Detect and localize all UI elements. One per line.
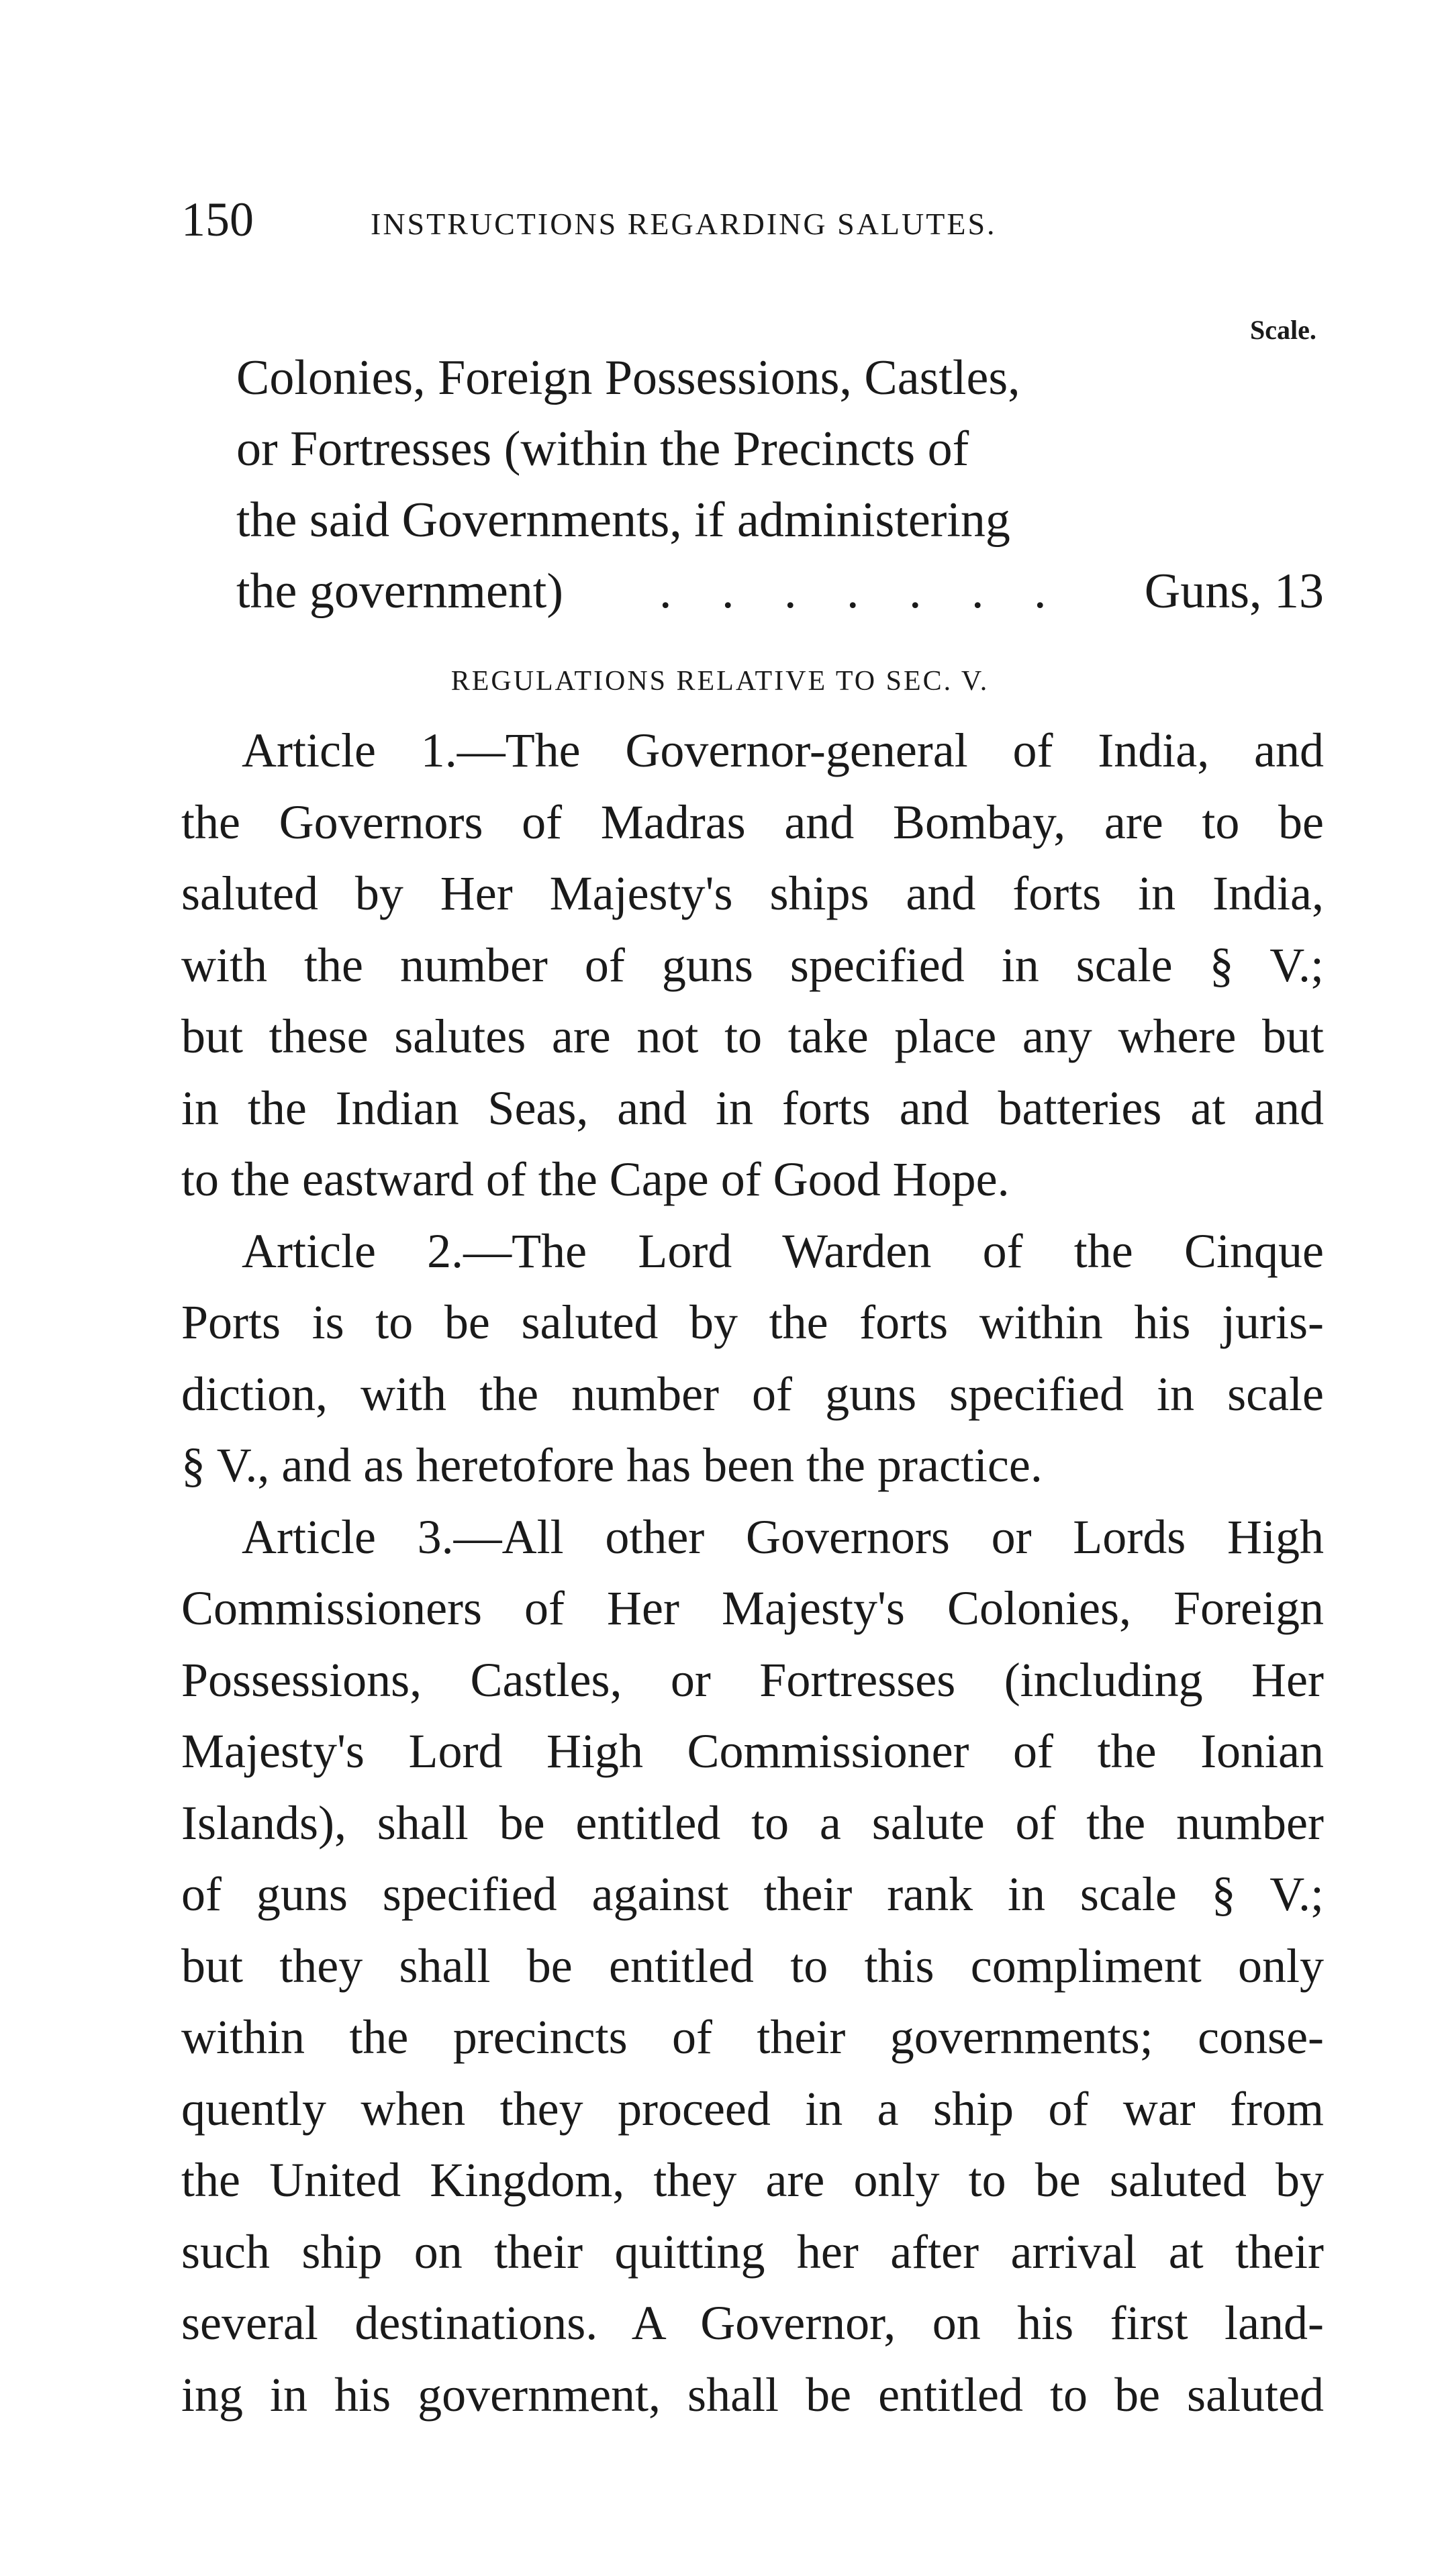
text-line: saluted by Her Majesty's ships and forts in India, (181, 866, 1324, 920)
page-number: 150 (181, 193, 254, 246)
text-line: several destinations. A Governor, on his first land- (181, 2296, 1324, 2350)
text-line: of guns specified against their rank in scale § V.; (181, 1867, 1324, 1921)
text-line: quently when they proceed in a ship of war from (181, 2081, 1324, 2136)
entry-last-line-text: the government) (236, 564, 563, 619)
body-text (181, 715, 1324, 2430)
scale-entry (236, 342, 1324, 627)
text-line: within the precincts of their governments; conse- (181, 2010, 1324, 2064)
text-line: such ship on their quitting her after arrival at their (181, 2224, 1324, 2279)
section-heading: REGULATIONS RELATIVE TO SEC. V. (450, 666, 990, 697)
dot-leaders: . . . . . . . (659, 564, 1065, 619)
text-line: diction, with the number of guns specified in scale (181, 1367, 1324, 1421)
entry-last-line (236, 556, 1324, 627)
text-line: ing in his government, shall be entitled to be saluted (181, 2367, 1324, 2422)
text-line: Article 2.—The Lord Warden of the Cinque (242, 1224, 1324, 1278)
entry-line: the said Governments, if administering (236, 493, 1010, 548)
guns-value: Guns, 13 (1144, 564, 1324, 619)
scale-column-label: Scale. (1250, 315, 1316, 345)
text-line: to the eastward of the Cape of Good Hope. (181, 1152, 1010, 1206)
text-line: Article 3.—All other Governors or Lords High (242, 1509, 1324, 1564)
text-line: Majesty's Lord High Commissioner of the Ionian (181, 1724, 1324, 1778)
text-line: but these salutes are not to take place any where but (181, 1009, 1324, 1063)
text-line: in the Indian Seas, and in forts and batteries at and (181, 1081, 1324, 1135)
text-line: Ports is to be saluted by the forts within his juris- (181, 1295, 1324, 1349)
page-header (181, 189, 1323, 250)
text-line: the United Kingdom, they are only to be saluted by (181, 2153, 1324, 2207)
text-line: Islands), shall be entitled to a salute of the number (181, 1795, 1324, 1850)
text-line: with the number of guns specified in scale § V.; (181, 938, 1324, 992)
text-line: Article 1.—The Governor-general of India, and (242, 724, 1324, 777)
text-line: but they shall be entitled to this compliment only (181, 1938, 1324, 1993)
text-line: Possessions, Castles, or Fortresses (including Her (181, 1652, 1324, 1707)
text-line: Commissioners of Her Majesty's Colonies, Foreign (181, 1581, 1324, 1635)
text-line: the Governors of Madras and Bombay, are to be (181, 795, 1324, 849)
entry-line: Colonies, Foreign Possessions, Castles, (236, 350, 1020, 405)
text-line: § V., and as heretofore has been the practice. (181, 1438, 1043, 1492)
entry-line: or Fortresses (within the Precincts of (236, 422, 969, 477)
running-title: INSTRUCTIONS REGARDING SALUTES. (371, 207, 997, 241)
